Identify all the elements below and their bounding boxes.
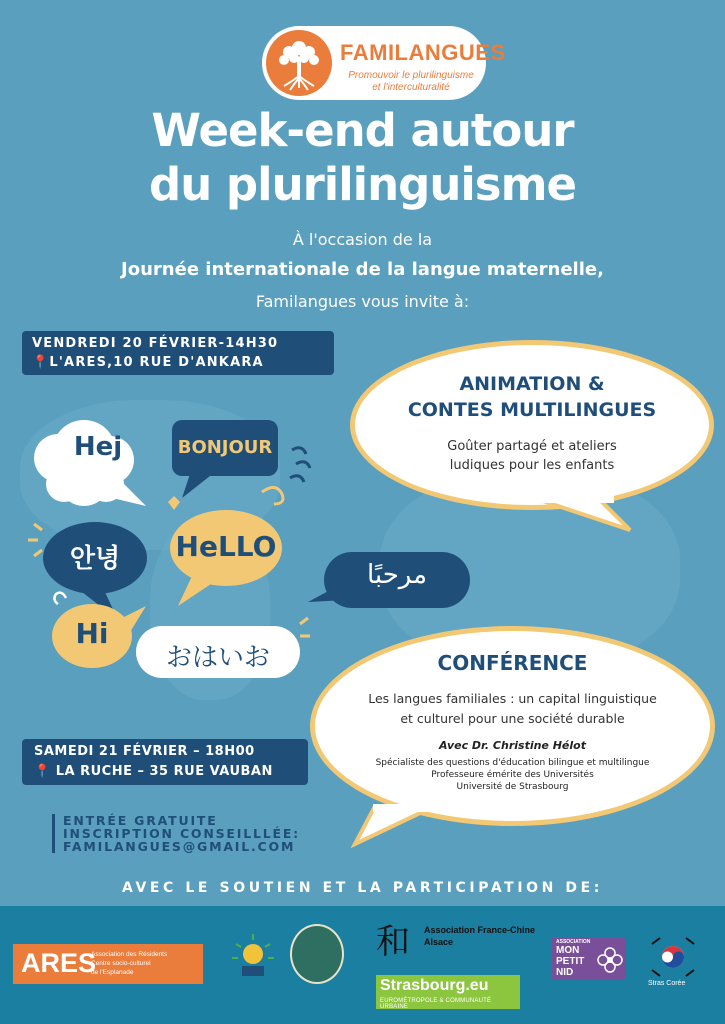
contact-email: FAMILANGUES@GMAIL.COM bbox=[63, 839, 296, 854]
squiggle-icon bbox=[290, 448, 310, 482]
event1-place: L'ARES,10 RUE D'ANKARA bbox=[49, 355, 264, 370]
flower-icon bbox=[596, 946, 624, 974]
spark-icon bbox=[300, 618, 310, 636]
strasbourg-subtitle: EUROMÉTROPOLE & COMMUNAUTÉ URBAINE bbox=[380, 998, 492, 1010]
info-line: ENTRÉE GRATUITE bbox=[63, 813, 218, 828]
event1-description bbox=[355, 437, 709, 475]
mpn-label: ASSOCIATION bbox=[556, 939, 591, 945]
afca-logo-character: 和 bbox=[376, 922, 410, 962]
event2-place: LA RUCHE – 35 RUE VAUBAN bbox=[55, 764, 273, 779]
greeting-bonjour: BONJOUR bbox=[177, 437, 273, 458]
event2-bubble bbox=[310, 626, 715, 826]
ares-description bbox=[91, 950, 201, 977]
event2-date-box bbox=[22, 739, 308, 785]
event1-bubble bbox=[350, 340, 714, 510]
ares-name: ARES bbox=[21, 948, 97, 978]
title-line: du plurilinguisme bbox=[149, 158, 576, 211]
event1-title-line: CONTES MULTILINGUES bbox=[407, 399, 657, 421]
intro-line: Familangues vous invite à: bbox=[255, 292, 470, 311]
bubble-tail bbox=[520, 494, 650, 534]
speaker-detail-line: Université de Strasbourg bbox=[456, 782, 569, 792]
mpn-line: PETIT bbox=[556, 956, 585, 967]
event1-date-box bbox=[22, 331, 334, 375]
ares-logo bbox=[13, 944, 203, 984]
event1-desc-line: Goûter partagé et ateliers bbox=[447, 439, 617, 454]
title-line: Week-end autour bbox=[151, 104, 574, 157]
strasbourg-name: Strasbourg.eu bbox=[380, 977, 489, 994]
swirl-icon bbox=[54, 593, 66, 604]
speaker-name: Avec Dr. Christine Hélot bbox=[439, 739, 586, 752]
greeting-korean: 안녕 bbox=[69, 544, 121, 574]
event2-title: CONFÉRENCE bbox=[437, 651, 588, 675]
event1-title bbox=[355, 371, 709, 423]
support-heading: AVEC LE SOUTIEN ET LA PARTICIPATION DE: bbox=[121, 880, 604, 896]
tagline-line: et l'interculturalité bbox=[372, 82, 450, 93]
event1-place-row bbox=[32, 353, 324, 372]
ares-line: Centre socio-culturel bbox=[91, 960, 151, 967]
intro-highlight: Journée internationale de la langue maternelle, bbox=[121, 259, 604, 280]
spark-icon bbox=[28, 524, 42, 556]
event1-desc-line: ludiques pour les enfants bbox=[449, 458, 615, 473]
swirl-icon bbox=[262, 487, 283, 504]
registration-info bbox=[52, 814, 300, 853]
familangues-logo bbox=[262, 26, 506, 100]
afca-line: Alsace bbox=[424, 937, 454, 947]
korea-flag-icon bbox=[650, 934, 696, 980]
event2-desc-line: et culturel pour une société durable bbox=[400, 711, 625, 726]
speaker-detail-line: Professeure émérite des Universités bbox=[431, 770, 594, 780]
mpn-line: NID bbox=[556, 967, 574, 978]
event2-place-row bbox=[34, 762, 296, 782]
mon-petit-nid-logo bbox=[552, 938, 626, 980]
intro-line: À l'occasion de la bbox=[292, 230, 433, 249]
page-title bbox=[0, 104, 725, 212]
logo-name: FAMILANGUES bbox=[340, 40, 506, 65]
ares-line: de l'Esplanade bbox=[91, 969, 134, 976]
logo-tagline bbox=[340, 70, 482, 94]
heart-icon bbox=[168, 496, 180, 510]
greeting-japanese: おはいお bbox=[165, 643, 270, 673]
globe-logo-icon bbox=[290, 924, 344, 984]
location-pin-icon: 📍 bbox=[32, 355, 50, 370]
afca-line: Association France-Chine bbox=[424, 925, 536, 935]
tagline-line: Promouvoir le plurilinguisme bbox=[348, 70, 474, 81]
greeting-hej: Hej bbox=[73, 432, 123, 462]
greeting-hello: HeLLO bbox=[175, 530, 277, 563]
speaker-details bbox=[315, 757, 710, 793]
tree-icon bbox=[266, 30, 332, 96]
location-pin-icon: 📍 bbox=[34, 764, 51, 779]
event2-desc-line: Les langues familiales : un capital linguistique bbox=[368, 691, 657, 706]
event2-date: SAMEDI 21 FÉVRIER – 18H00 bbox=[34, 744, 255, 759]
bubble-tail bbox=[345, 804, 465, 848]
strasbourg-logo bbox=[376, 975, 520, 1009]
info-line: INSCRIPTION CONSEILLLÉE: bbox=[63, 826, 300, 841]
event1-date: VENDREDI 20 FÉVRIER-14H30 bbox=[32, 336, 279, 351]
greeting-arabic: مرحبًا bbox=[366, 560, 428, 590]
greeting-hi: Hi bbox=[75, 617, 109, 650]
afca-name bbox=[424, 924, 564, 948]
speaker-detail-line: Spécialiste des questions d'éducation bilingue et multilingue bbox=[375, 758, 650, 768]
bonjour-bubble bbox=[172, 420, 278, 498]
event1-title-line: ANIMATION & bbox=[459, 373, 605, 395]
event2-description bbox=[315, 689, 710, 729]
ares-line: Association des Résidents bbox=[91, 951, 168, 958]
stras-coree-label: Stras Corée bbox=[648, 980, 686, 987]
mpn-line: MON bbox=[556, 945, 580, 956]
sun-logo-icon bbox=[228, 932, 278, 984]
